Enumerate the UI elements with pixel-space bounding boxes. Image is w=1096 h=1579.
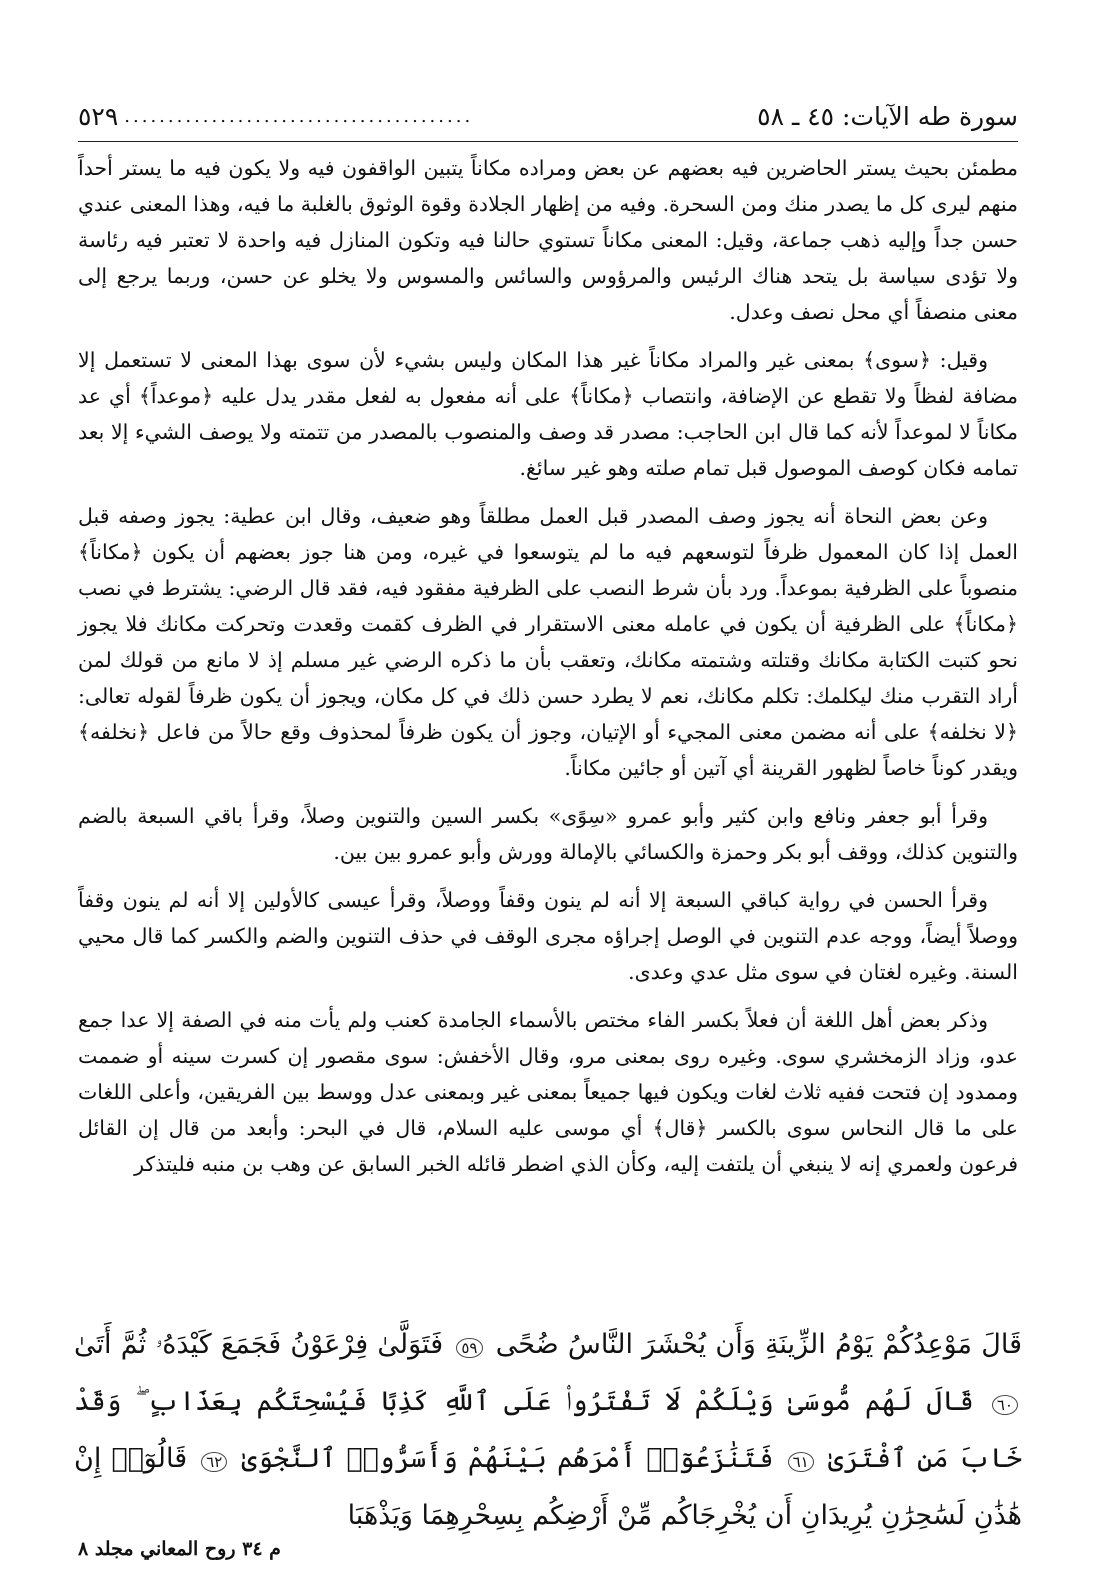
commentary-body: [78, 150, 1018, 1194]
paragraph-4: وقرأ أبو جعفر ونافع وابن كثير وأبو عمرو «سِوًى» بكسر السين والتنوين وصلاً، وقرأ باقي السبعة بالضم والتنوين كذلك، ووقف أبو بكر وحمزة والكسائي بالإمالة وورش وأبو عمرو بين بين.: [78, 804, 1018, 864]
quran-verses: [74, 1318, 1022, 1543]
paragraph-2: وقيل: ﴿سوى﴾ بمعنى غير والمراد مكاناً غير هذا المكان وليس بشيء لأن سوى بهذا المعنى لا تستعمل إلا مضافة لفظاً ولا تقطع عن الإضافة، وانتصاب ﴿مكاناً﴾ على أنه مفعول به لفعل مقدر يدل عليه ﴿موعداً﴾ أي عد مكاناً لا لموعداً لأنه كما قال ابن الحاجب: مصدر قد وصف والمنصوب بالمصدر من تتمته ولا يوصف الشيء إلا بعد تمامه فكان كوصف الموصول قبل تمام صلته وهو غير سائغ.: [78, 348, 1018, 480]
paragraph-5: وقرأ الحسن في رواية كباقي السبعة إلا أنه لم ينون وقفاً ووصلاً، وقرأ عيسى كالأولين إلا أنه لم ينون وقفاً ووصلاً أيضاً، ووجه عدم التنوين في الوصل إجراؤه مجرى الوقف في حذف التنوين والضم والكسر كما قال محيي السنة. وغيره لغتان في سوى مثل عدي وعدى.: [78, 888, 1018, 984]
page-number-group: [78, 102, 473, 131]
verse-59: قَالَ مَوْعِدُكُمْ يَوْمُ الزِّينَةِ وَأَن يُحْشَرَ النَّاسُ ضُحًى: [495, 1329, 1022, 1360]
page-footer-signature: م ٣٤ روح المعاني مجلد ٨: [78, 1538, 281, 1560]
verse-62: فَتَنَٰزَعُوٓا۟ أَمْرَهُم بَيْنَهُمْ وَأَسَرُّوا۟ ٱلنَّجْوَىٰ: [241, 1443, 774, 1474]
header-rule: [78, 141, 1018, 142]
ayah-number-61: ٦١: [788, 1452, 814, 1472]
paragraph-6: وذكر بعض أهل اللغة أن فعلاً بكسر الفاء مختص بالأسماء الجامدة كعنب ولم يأت منه في الصفة إلا عدا جمع عدو، وزاد الزمخشري سوى. وغيره روى بمعنى مرو، وقال الأخفش: سوى مقصور إن كسرت سينه أو ضممت وممدود إن فتحت ففيه ثلاث لغات ويكون فيها جميعاً بمعنى غير وبمعنى عدل ووسط بين الفريقين، وأعلى اللغات على ما قال النحاس سوى بالكسر ﴿قال﴾ أي موسى عليه السلام، قال في البحر: وأبعد من قال إن القائل فرعون ولعمري إنه لا ينبغي أن يلتفت إليه، وكأن الذي اضطر قائله الخبر السابق عن وهب بن منبه فليتذكر: [78, 1008, 1018, 1176]
verse-61: قَالَ لَهُم مُّوسَىٰ وَيْلَكُمْ لَا تَفْتَرُوا۟ عَلَى ٱللَّهِ كَذِبًا فَيُسْحِتَكُم بِعَذَابٍ ۖ وَقَدْ خَابَ مَنِ ٱفْتَرَىٰ: [74, 1386, 1022, 1474]
leader-dots: ........................................: [124, 105, 474, 127]
page-header: [78, 96, 1018, 136]
verse-60: فَتَوَلَّىٰ فِرْعَوْنُ فَجَمَعَ كَيْدَهُۥ ثُمَّ أَتَىٰ: [74, 1329, 444, 1360]
page-number: ٥٢٩: [78, 101, 119, 131]
ayah-number-60: ٦٠: [992, 1395, 1018, 1415]
paragraph-3: وعن بعض النحاة أنه يجوز وصف المصدر قبل العمل مطلقاً وهو ضعيف، وقال ابن عطية: يجوز وصفه قبل العمل إذا كان المعمول ظرفاً لتوسعهم فيه ما لم يتوسعوا في غيره، ومن هنا جوز بعضهم أن يكون ﴿مكاناً﴾ منصوباً على الظرفية بموعداً. ورد بأن شرط النصب على الظرفية مفقود فيه، فقد قال الرضي: يشترط في نصب ﴿مكاناً﴾ على الظرفية أن يكون في عامله معنى الاستقرار في الظرف كقمت وقعدت وتحركت مكانك فلا يجوز نحو كتبت الكتابة مكانك وقتلته وشتمته مكانك، وتعقب بأن ما ذكره الرضي غير مسلم إذ لا مانع من قولك لمن أراد التقرب منك ليكلمك: تكلم مكانك، نعم لا يطرد حسن ذلك في كل مكان، ويجوز أن يكون ظرفاً لقوله تعالى: ﴿لا نخلفه﴾ على أنه مضمن معنى المجيء أو الإتيان، وجوز أن يكون ظرفاً لمحذوف وقع حالاً من فاعل ﴿نخلفه﴾ ويقدر كوناً خاصاً لظهور القرينة أي آتين أو جائين مكاناً.: [78, 504, 1018, 780]
ayah-number-62: ٦٢: [201, 1452, 227, 1472]
ayah-number-59: ٥٩: [456, 1338, 482, 1358]
surah-title: سورة طه الآيات: ٤٥ ـ ٥٨: [757, 101, 1018, 131]
verse-63: قَالُوٓا۟ إِنْ هَٰذَٰنِ لَسَٰحِرَٰنِ يُرِيدَانِ أَن يُخْرِجَاكُم مِّنْ أَرْضِكُم بِسِحْرِهِمَا وَيَذْهَبَا: [74, 1443, 1022, 1531]
paragraph-1: مطمئن بحيث يستر الحاضرين فيه بعضهم عن بعض ومراده مكاناً يتبين الواقفون فيه ولا يكون فيه ما يستر أحداً منهم ليرى كل ما يصدر منك ومن السحرة. وفيه من إظهار الجلادة وقوة الوثوق بالغلبة ما فيه، وهذا المعنى عندي حسن جداً وإليه ذهب جماعة، وقيل: المعنى مكاناً تستوي حالنا فيه وتكون المنازل فيه واحدة لا تعتبر فيه رئاسة ولا تؤدى سياسة بل يتحد هناك الرئيس والمرؤوس والسائس والمسوس ولا يخلو عن حسن، وربما يرجع إلى معنى منصفاً أي محل نصف وعدل.: [78, 156, 1018, 324]
